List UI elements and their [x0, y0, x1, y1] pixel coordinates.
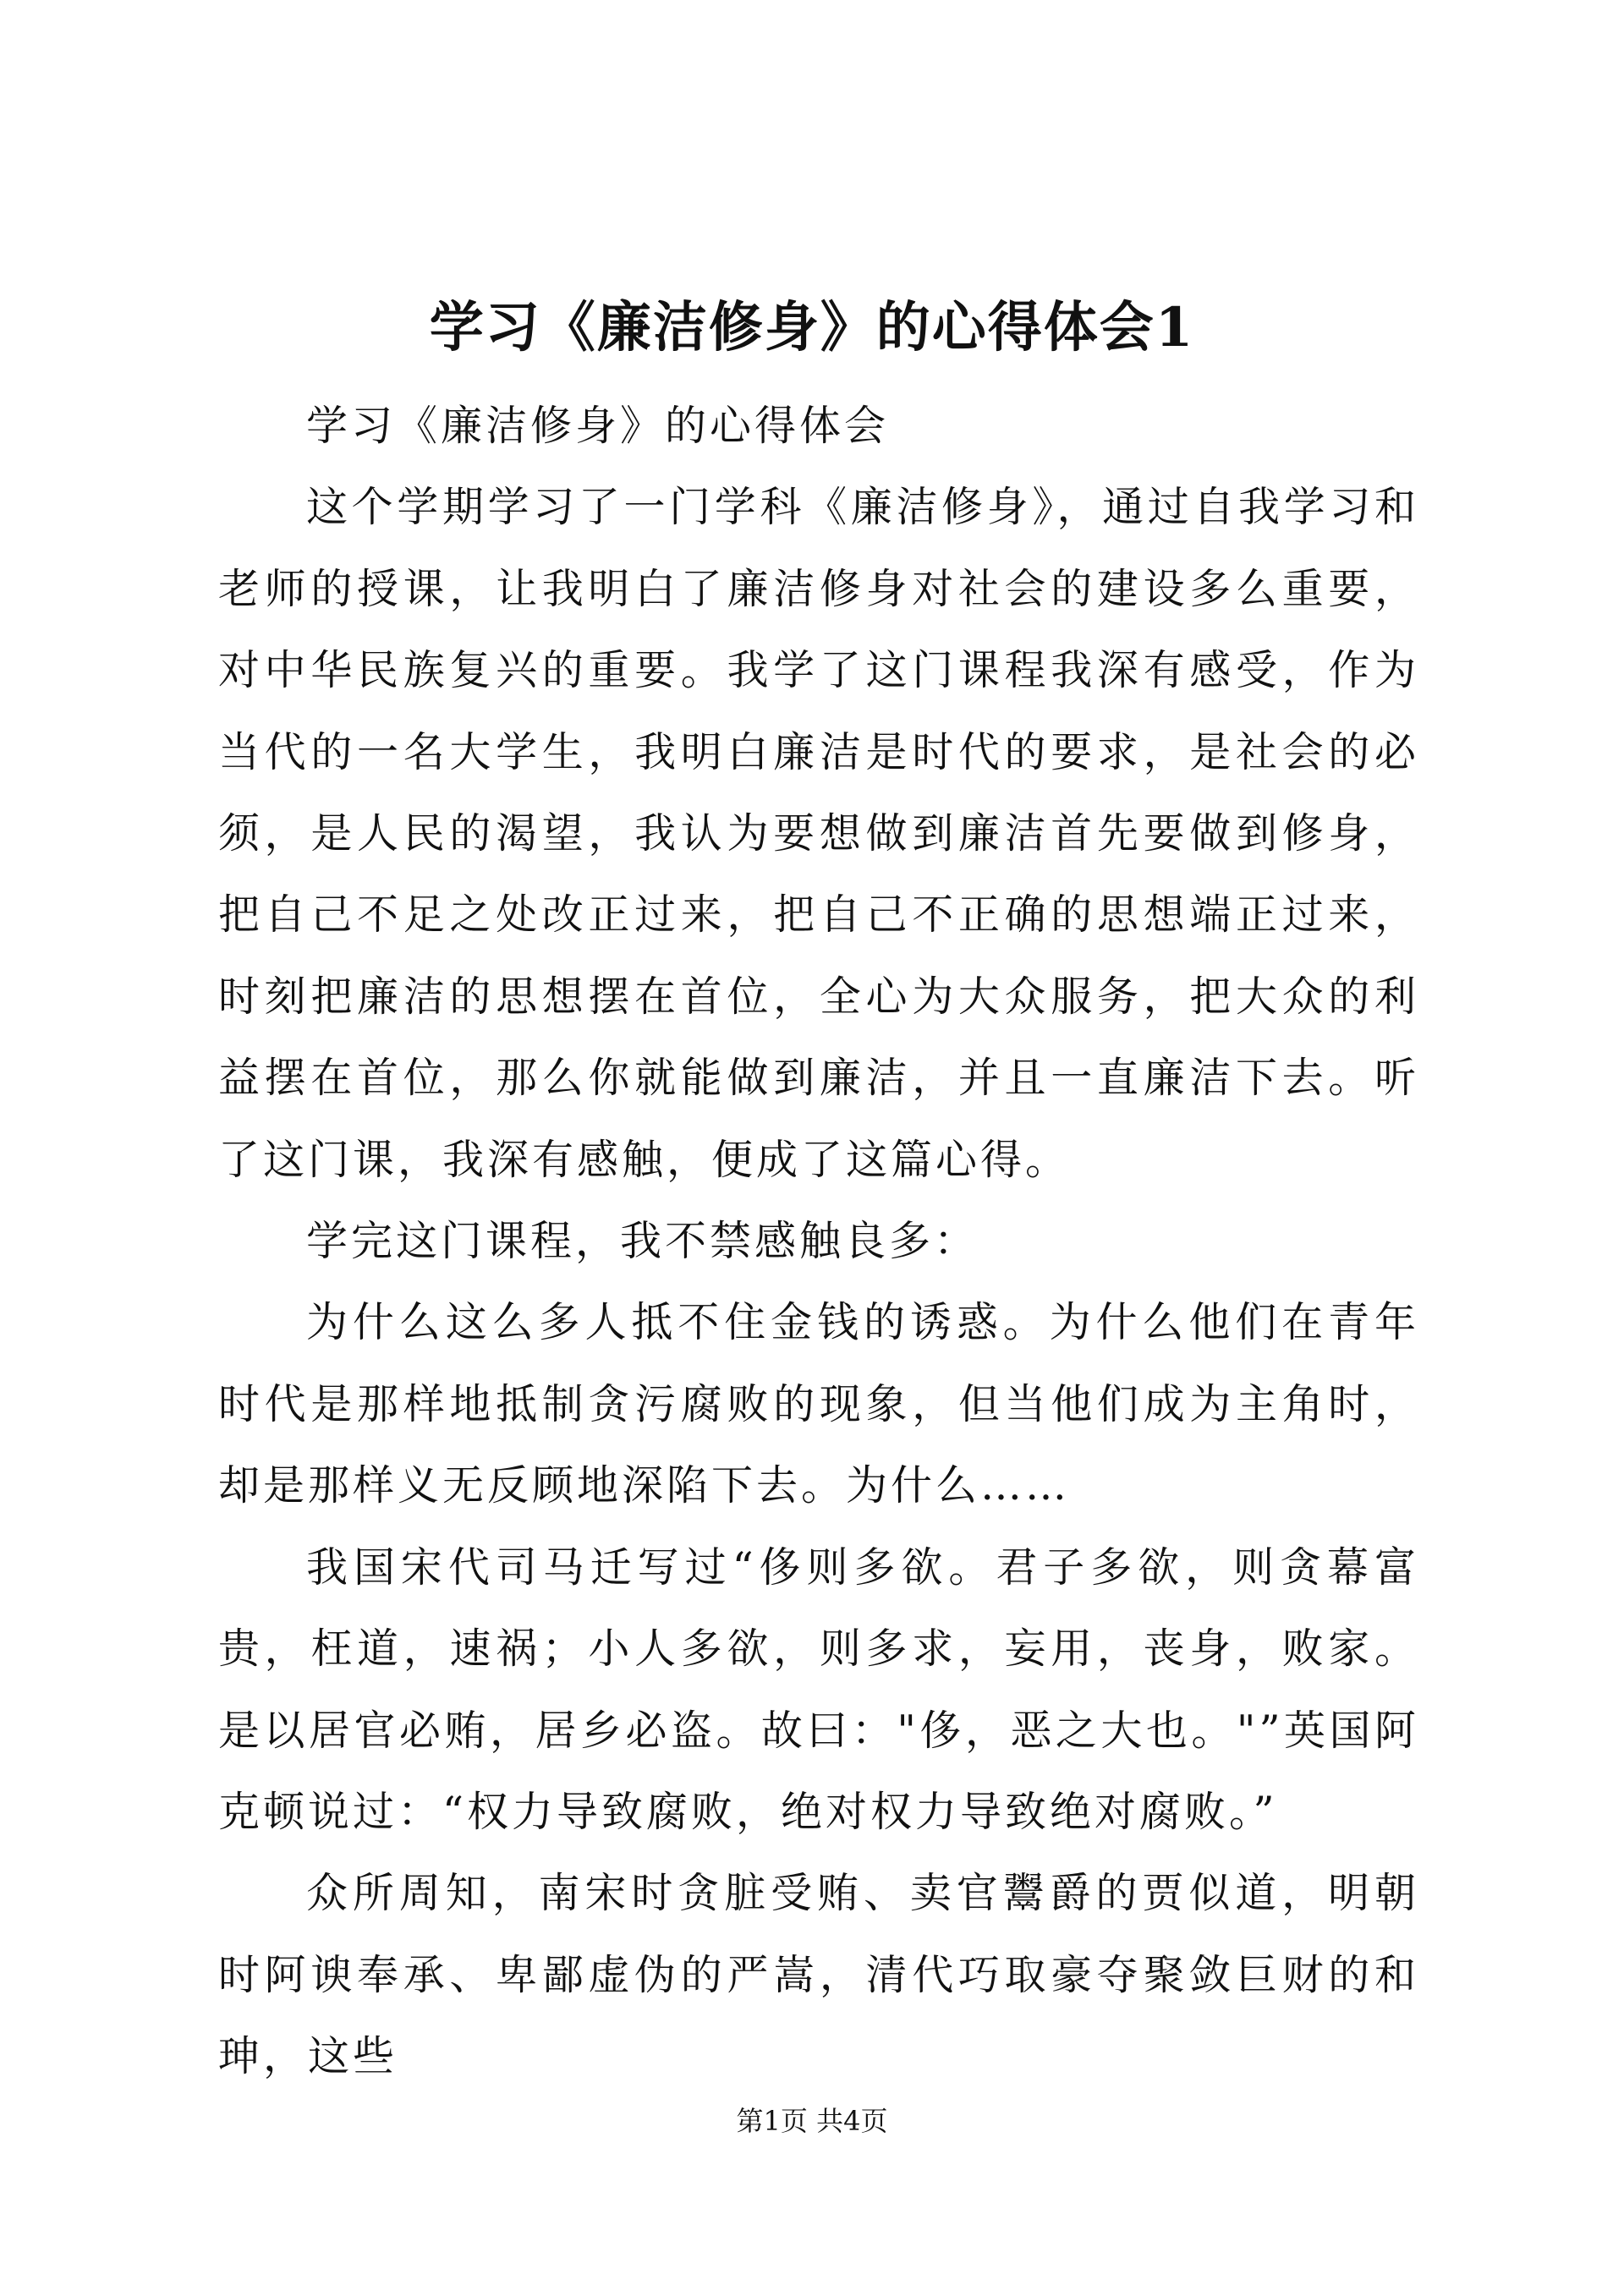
document-body — [218, 386, 1419, 2098]
paragraph: 我国宋代司马迁写过“侈则多欲。君子多欲，则贪幕富贵，枉道，速祸；小人多欲，则多求，妄用，丧身，败家。是以居官必贿，居乡必盗。故曰："侈，恶之大也。"”英国阿克顿说过：“权力导致腐败，绝对权力导致绝对腐败。” — [218, 1543, 1419, 1836]
page-footer: 第1页 共4页 — [736, 2105, 888, 2137]
paragraph: 这个学期学习了一门学科《廉洁修身》，通过自我学习和老师的授课，让我明白了廉洁修身对社会的建设多么重要，对中华民族复兴的重要。我学了这门课程我深有感受，作为当代的一名大学生，我明白廉洁是时代的要求，是社会的必须，是人民的渴望，我认为要想做到廉洁首先要做到修身，把自己不足之处改正过来，把自己不正确的思想端正过来，时刻把廉洁的思想摆在首位，全心为大众服务，把大众的利益摆在首位，那么你就能做到廉洁，并且一直廉洁下去。听了这门课，我深有感触，便成了这篇心得。 — [218, 483, 1419, 1184]
paragraph: 为什么这么多人抵不住金钱的诱惑。为什么他们在青年时代是那样地抵制贪污腐败的现象，但当他们成为主角时，却是那样义无反顾地深陷下去。为什么…… — [218, 1298, 1419, 1510]
paragraph: 众所周知，南宋时贪脏受贿、卖官鬻爵的贾似道，明朝时阿谀奉承、卑鄙虚伪的严嵩，清代巧取豪夺聚敛巨财的和珅，这些 — [218, 1869, 1419, 2081]
paragraph: 学完这门课程，我不禁感触良多： — [306, 1217, 979, 1266]
document-title: 学习《廉洁修身》的心得体会1 — [429, 296, 1195, 359]
paragraph-subtitle: 学习《廉洁修身》的心得体会 — [306, 402, 890, 450]
